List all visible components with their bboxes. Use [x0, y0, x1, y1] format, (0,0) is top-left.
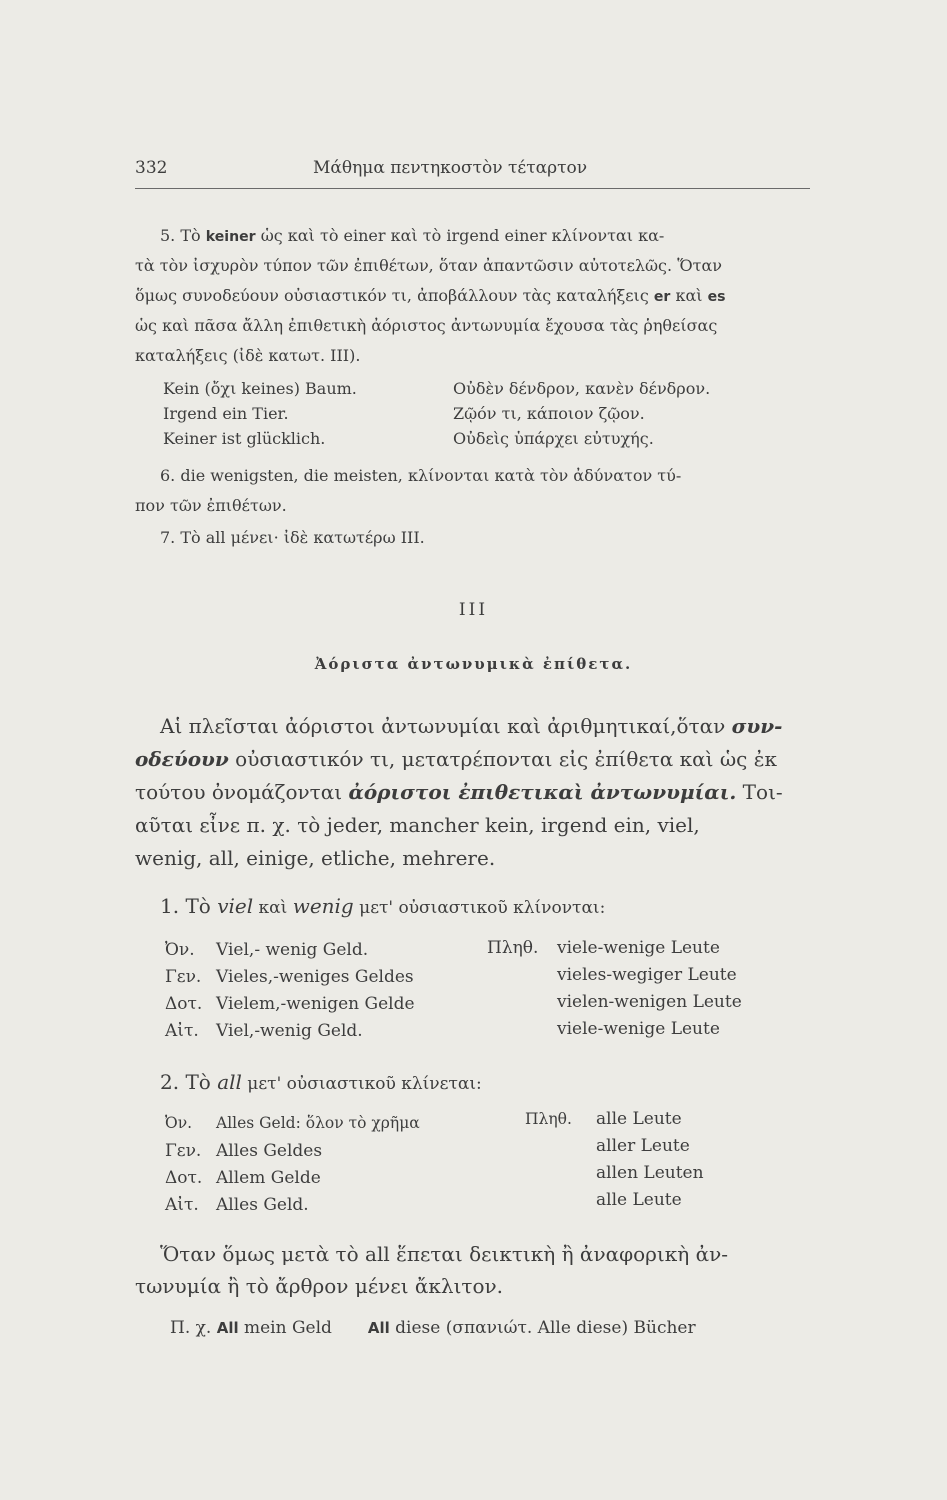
sub2-heading [160, 1068, 482, 1098]
para-line3 [135, 778, 783, 806]
example-de: Keiner ist glücklich. [163, 429, 326, 448]
all-term: All [367, 1319, 390, 1337]
para-text: Τοι- [736, 780, 783, 804]
all-term: All [216, 1319, 239, 1337]
plural-form: aller Leute [596, 1136, 690, 1156]
singular-form: Alles Geldes [216, 1141, 323, 1161]
last-text: diese (σπανιώτ. Alle diese) Bücher [389, 1318, 696, 1338]
viel-term: viel [217, 894, 254, 918]
para2-line1: Ὅταν ὅμως μετὰ τὸ all ἕπεται δεικτικὴ ἢ ἀναφορικὴ ἀν- [160, 1242, 729, 1266]
page-header [135, 152, 810, 189]
sub-text: 1. Τὸ [160, 894, 218, 918]
wenig-term: wenig [292, 894, 354, 918]
case-label: Γεν. [165, 967, 202, 987]
plural-form: alle Leute [596, 1190, 682, 1210]
item6-line2: πον τῶν ἐπιθέτων. [135, 496, 287, 515]
para-text: τούτου ὀνομάζονται [135, 780, 349, 804]
para-line2 [135, 745, 777, 773]
para-text: Αἱ πλεῖσται ἀόριστοι ἀντωνυμίαι καὶ ἀριθμητικαί,ὅταν [160, 714, 732, 738]
singular-form: Vielem,-wenigen Gelde [216, 994, 415, 1014]
section-title: Ἀόριστα ἀντωνυμικὰ ἐπίθετα. [314, 655, 633, 673]
plural-form: viele-wenige Leute [557, 1019, 720, 1039]
singular-form: Vieles,-weniges Geldes [216, 967, 414, 987]
er-ending: er [653, 289, 671, 305]
case-label: Γεν. [165, 1141, 202, 1161]
emphasis-text: οδεύουν [135, 747, 229, 771]
singular-form: Viel,- wenig Geld. [216, 940, 369, 960]
item5-text: ὅμως συνοδεύουν οὐσιαστικόν τι, ἀποβάλλουν τὰς καταλήξεις [135, 286, 654, 305]
sub-text: καὶ [253, 898, 293, 918]
example-de: Irgend ein Tier. [163, 404, 289, 423]
example-gr: Ζῷόν τι, κάποιον ζῷον. [453, 404, 645, 423]
sub-text: μετ' οὐσιαστικοῦ κλίνεται: [241, 1074, 482, 1094]
para-line1 [160, 712, 782, 740]
sub-text: μετ' οὐσιαστικοῦ κλίνονται: [353, 898, 606, 918]
example-gr: Οὐδεὶς ὑπάρχει εὐτυχής. [453, 429, 654, 448]
running-title: Μάθημα πεντηκοστὸν τέταρτον [313, 158, 588, 178]
item5-text: καὶ [670, 286, 708, 305]
case-label: Αἰτ. [165, 1195, 199, 1215]
plural-form: alle Leute [596, 1109, 682, 1129]
example-de: Kein (ὄχι keines) Baum. [163, 379, 357, 398]
last-text: mein Geld [238, 1318, 332, 1338]
item5-line5: καταλήξεις (ἰδὲ κατωτ. III). [135, 346, 361, 365]
example-gr: Οὐδὲν δένδρον, κανὲν δένδρον. [453, 379, 711, 398]
emphasis-text: ἀόριστοι ἐπιθετικαὶ ἀντωνυμίαι. [348, 780, 737, 804]
case-label: Δοτ. [165, 1168, 203, 1188]
emphasis-text: συν- [731, 714, 783, 738]
case-label: Ὀν. [165, 940, 195, 960]
item7-line: 7. Τὸ all μένει· ἰδὲ κατωτέρω III. [160, 528, 425, 547]
keiner-term: keiner [205, 229, 256, 245]
singular-form: Viel,-wenig Geld. [216, 1021, 363, 1041]
section-numeral: III [458, 600, 489, 620]
item5-line4: ὡς καὶ πᾶσα ἄλλη ἐπιθετικὴ ἀόριστος ἀντωνυμία ἔχουσα τὰς ῥηθείσας [135, 316, 718, 335]
plural-label: Πληθ. [525, 1110, 572, 1128]
para-line4: αῦται εἶνε π. χ. τὸ jeder, mancher kein, irgend ein, viel, [135, 813, 700, 837]
singular-form: Allem Gelde [216, 1168, 321, 1188]
singular-form: Alles Geld: ὅλον τὸ χρῆμα [216, 1114, 420, 1132]
para-text: οὐσιαστικόν τι, μετατρέπονται εἰς ἐπίθετα καὶ ὡς ἐκ [228, 747, 777, 771]
item5-line2: τὰ τὸν ἰσχυρὸν τύπον τῶν ἐπιθέτων, ὅταν ἀπαντῶσιν αὐτοτελῶς. Ὅταν [135, 256, 722, 275]
example-last-line [170, 1316, 696, 1340]
case-label: Ὀν. [165, 1114, 193, 1132]
item6-line1: 6. die wenigsten, die meisten, κλίνονται κατὰ τὸν ἀδύνατον τύ- [160, 466, 682, 485]
item5-line3 [135, 285, 726, 308]
sub-text: 2. Τὸ [160, 1070, 218, 1094]
case-label: Αἰτ. [165, 1021, 199, 1041]
case-label: Δοτ. [165, 994, 203, 1014]
item5-text: ὡς καὶ τὸ einer καὶ τὸ irgend einer κλίνονται κα- [255, 226, 665, 245]
sub1-heading [160, 892, 605, 922]
plural-form: vielen-wenigen Leute [557, 992, 742, 1012]
plural-label: Πληθ. [487, 938, 539, 958]
plural-form: viele-wenige Leute [557, 938, 720, 958]
item5-text: 5. Τὸ [160, 226, 206, 245]
plural-form: vieles-wegiger Leute [557, 965, 737, 985]
para2-line2: τωνυμία ἢ τὸ ἄρθρον μένει ἄκλιτον. [135, 1274, 504, 1298]
para-line5: wenig, all, einige, etliche, mehrere. [135, 846, 496, 870]
item5-line1 [160, 225, 664, 248]
singular-form: Alles Geld. [216, 1195, 309, 1215]
es-ending: es [707, 289, 726, 305]
page-number: 332 [135, 158, 168, 178]
all-term: all [217, 1070, 242, 1094]
last-text: Π. χ. [170, 1318, 217, 1338]
plural-form: allen Leuten [596, 1163, 704, 1183]
